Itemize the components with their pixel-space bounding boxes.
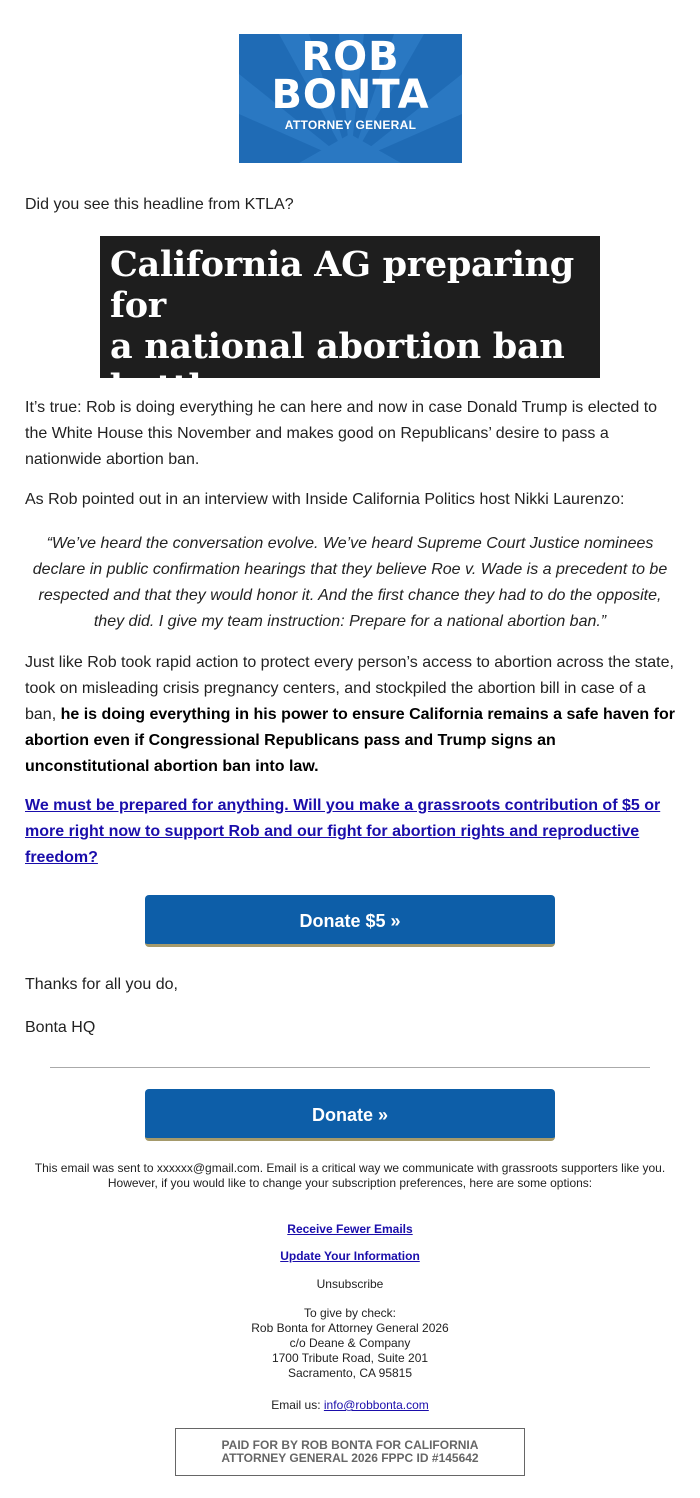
logo-rob-text: ROB: [301, 34, 400, 80]
receive-fewer-emails-row: [25, 1222, 675, 1237]
footer-notice: This email was sent to xxxxxx@gmail.com. Email is a critical way we communicate with grassroots supporters like you. However, if you would like to change your subscription preferences, here are some options:: [34, 1161, 666, 1190]
interview-quote: “We’ve heard the conversation evolve. We’ve heard Supreme Court Justice nominees declare in public confirmation hearings that they believe Roe v. Wade is a precedent to be respected and that they would honor it. And the first chance they had to do the opposite, they did. I give my team instruction: Prepare for a national abortion ban.”: [32, 535, 668, 630]
intro-text: Did you see this headline from KTLA?: [25, 196, 294, 213]
check-address-block: [25, 1306, 675, 1381]
rob-bonta-logo: [239, 34, 462, 163]
headline-line-2: a national abortion ban: [110, 326, 565, 367]
headline-line-3: battle: [110, 367, 224, 408]
paragraph-2: As Rob pointed out in an interview with Inside California Politics host Nikki Laurenzo:: [25, 491, 625, 508]
email-us-row: [25, 1398, 675, 1413]
signature-text: Bonta HQ: [25, 1019, 96, 1036]
contact-email-link[interactable]: info@robbonta.com: [323, 1398, 429, 1412]
logo-bonta-text: BONTA: [271, 72, 430, 118]
paragraph-1: It’s true: Rob is doing everything he can here and now in case Donald Trump is elected to the White House this November and makes good on Republicans’ desire to pass a nationwide abortion ban.: [25, 399, 658, 468]
email-us-label: Email us:: [271, 1398, 324, 1412]
donate-button[interactable]: Donate »: [145, 1089, 555, 1141]
check-label: To give by check:: [303, 1306, 397, 1320]
paragraph-3-plain: Just like Rob took rapid action to protect every person’s access to abortion across the state, took on misleading crisis pregnancy centers, and stockpiled the abortion bill in case of a ban,: [25, 654, 674, 723]
check-line-2: c/o Deane & Company: [289, 1336, 411, 1350]
thanks-text: Thanks for all you do,: [25, 976, 178, 993]
receive-fewer-emails-link[interactable]: Receive Fewer Emails: [287, 1222, 413, 1236]
paragraph-3-bold: he is doing everything in his power to ensure California remains a safe haven for abortion even if Congressional Republicans pass and Trump signs an unconstitutional abortion ban into law.: [25, 706, 675, 775]
update-information-link[interactable]: Update Your Information: [280, 1249, 420, 1263]
unsubscribe-link[interactable]: Unsubscribe: [316, 1277, 384, 1291]
paid-for-line-1: PAID FOR BY ROB BONTA FOR CALIFORNIA: [221, 1438, 479, 1452]
logo-subtitle: ATTORNEY GENERAL: [284, 118, 417, 132]
check-line-1: Rob Bonta for Attorney General 2026: [251, 1321, 449, 1335]
check-line-4: Sacramento, CA 95815: [287, 1366, 413, 1380]
paid-for-line-2: ATTORNEY GENERAL 2026 FPPC ID #145642: [221, 1451, 479, 1465]
ktla-headline-image: [100, 236, 600, 408]
headline-line-1: California AG preparing for: [110, 244, 574, 326]
check-line-3: 1700 Tribute Road, Suite 201: [271, 1351, 429, 1365]
paid-for-disclaimer: [175, 1428, 525, 1476]
divider: [50, 1067, 650, 1068]
donate-5-button[interactable]: Donate $5 »: [145, 895, 555, 947]
paragraph-3: [25, 650, 675, 780]
update-info-row: [25, 1249, 675, 1264]
contribution-link[interactable]: We must be prepared for anything. Will you make a grassroots contribution of $5 or more right now to support Rob and our fight for abortion rights and reproductive freedom?: [25, 797, 661, 866]
unsubscribe-row: [25, 1277, 675, 1292]
